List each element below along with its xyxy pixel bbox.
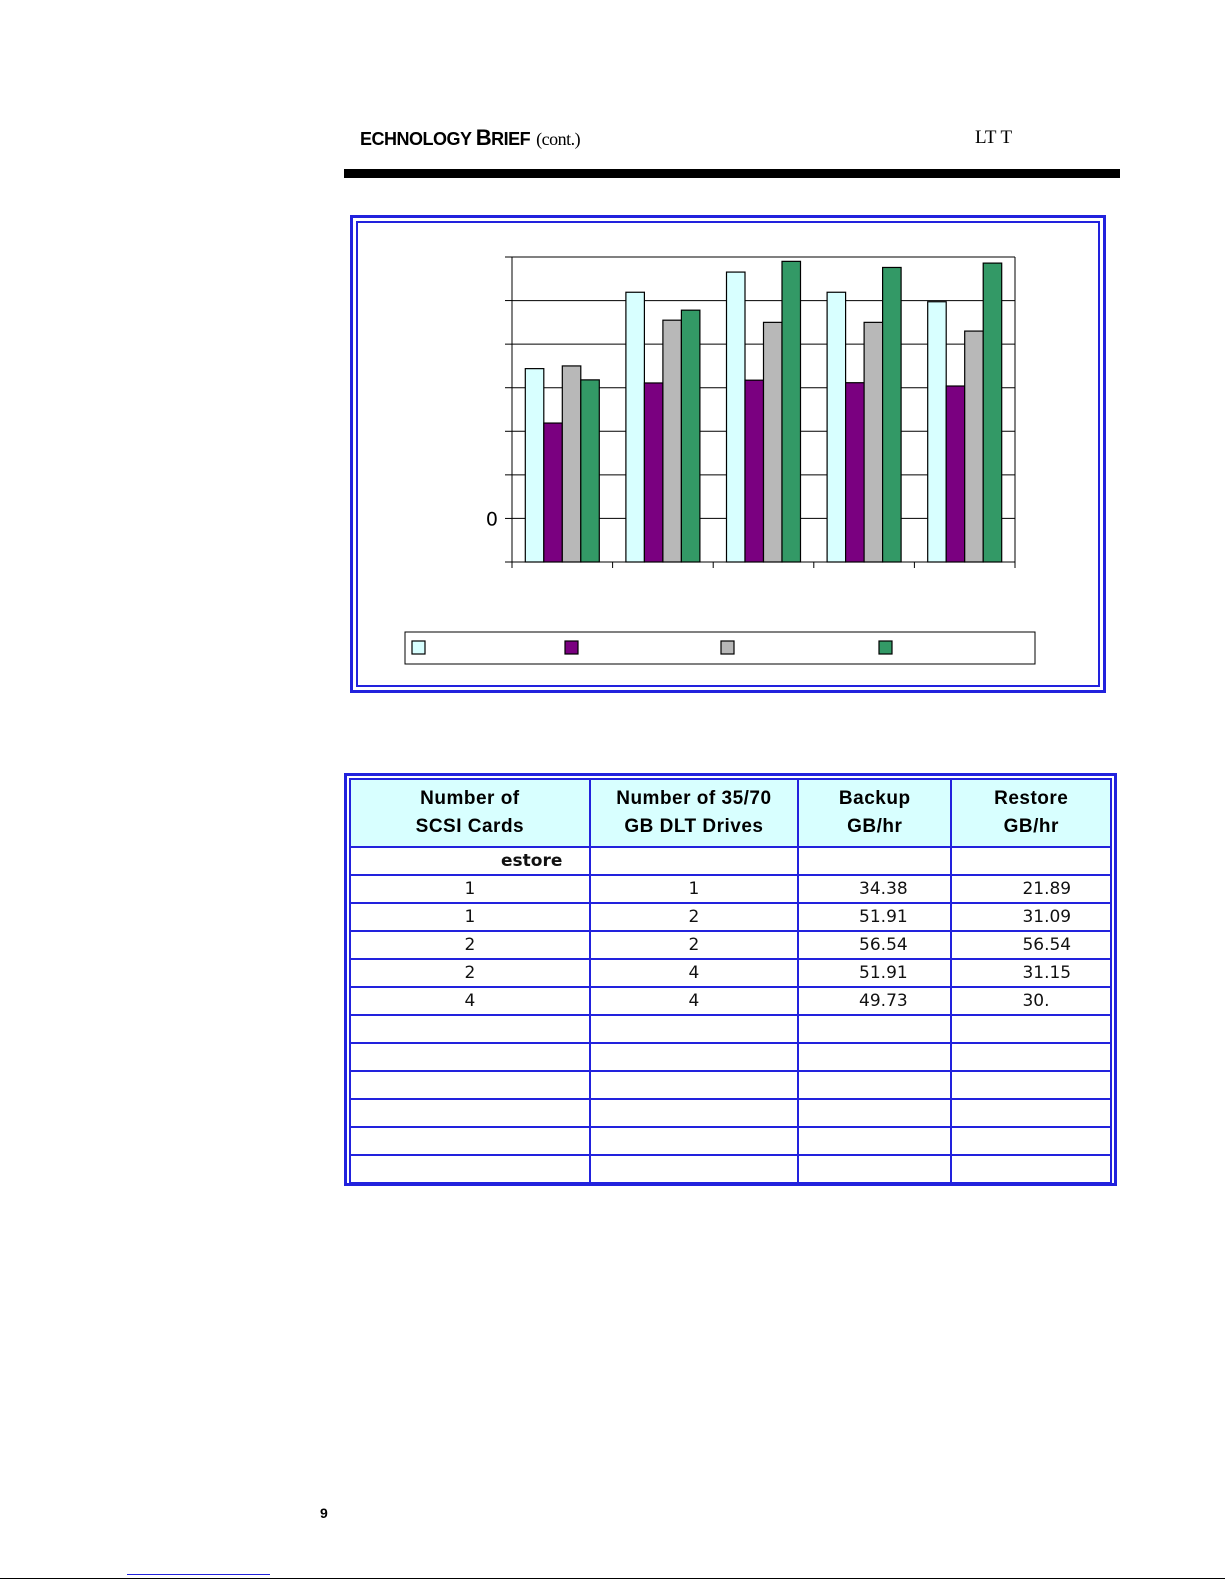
table-cell bbox=[350, 1127, 590, 1155]
table-cell: 31.09 bbox=[951, 903, 1111, 931]
table-row bbox=[350, 1155, 1111, 1183]
bar bbox=[663, 320, 682, 562]
bar bbox=[681, 310, 700, 562]
table-cell bbox=[350, 1099, 590, 1127]
table-cell bbox=[590, 1099, 798, 1127]
table-row bbox=[350, 1127, 1111, 1155]
table-row bbox=[350, 875, 1111, 903]
bar bbox=[544, 423, 563, 562]
legend-swatch bbox=[565, 641, 578, 654]
table-cell bbox=[590, 1071, 798, 1099]
table-cell: 56.54 bbox=[798, 931, 951, 959]
title-text-2: RIEF bbox=[491, 129, 531, 149]
table-cell bbox=[350, 1015, 590, 1043]
bar bbox=[864, 322, 883, 562]
bar-chart bbox=[0, 0, 1225, 720]
bar bbox=[946, 386, 965, 562]
table-cell bbox=[798, 1043, 951, 1071]
bar bbox=[846, 383, 865, 562]
table-cell: 31.15 bbox=[951, 959, 1111, 987]
table-cell bbox=[350, 1043, 590, 1071]
table-row bbox=[350, 1015, 1111, 1043]
header-restore: Restore GB/hr bbox=[951, 779, 1111, 847]
table-cell bbox=[590, 1043, 798, 1071]
table-cell bbox=[951, 1015, 1111, 1043]
table-row bbox=[350, 987, 1111, 1015]
header-dlt-drives: Number of 35/70 GB DLT Drives bbox=[590, 779, 798, 847]
bar bbox=[883, 267, 902, 562]
table-cell: 2 bbox=[590, 931, 798, 959]
subheader-cell: estore bbox=[350, 847, 590, 875]
bar bbox=[928, 302, 947, 562]
page-number: 9 bbox=[320, 1505, 328, 1521]
table-cell: 2 bbox=[590, 903, 798, 931]
bar bbox=[562, 366, 581, 562]
table-cell bbox=[798, 1015, 951, 1043]
table-cell bbox=[798, 1155, 951, 1183]
table-cell bbox=[350, 1071, 590, 1099]
footer-rule bbox=[0, 1578, 1225, 1579]
table-row bbox=[350, 1043, 1111, 1071]
bar bbox=[827, 292, 846, 562]
title-text: ECHNOLOGY bbox=[360, 129, 476, 149]
table-cell: 2 bbox=[350, 959, 590, 987]
table-subheader-row bbox=[350, 847, 1111, 875]
legend-swatch bbox=[721, 641, 734, 654]
table-row bbox=[350, 903, 1111, 931]
table-cell: 30. bbox=[951, 987, 1111, 1015]
bar bbox=[626, 292, 645, 562]
legend-swatch bbox=[412, 641, 425, 654]
table-cell: 1 bbox=[590, 875, 798, 903]
table-cell bbox=[951, 1071, 1111, 1099]
legend-swatch bbox=[879, 641, 892, 654]
table-row bbox=[350, 959, 1111, 987]
title-cont: (cont.) bbox=[536, 129, 581, 149]
table-cell bbox=[951, 1043, 1111, 1071]
footer-link-line bbox=[127, 1574, 270, 1575]
table-cell bbox=[590, 1015, 798, 1043]
table-cell: 1 bbox=[350, 875, 590, 903]
table-cell: 1 bbox=[350, 903, 590, 931]
table-cell: 2 bbox=[350, 931, 590, 959]
y-tick-label: 0 bbox=[485, 508, 498, 531]
table-row bbox=[350, 1099, 1111, 1127]
table-header-row bbox=[350, 779, 1111, 847]
bar bbox=[745, 380, 764, 562]
table-cell: 56.54 bbox=[951, 931, 1111, 959]
header-backup: Backup GB/hr bbox=[798, 779, 951, 847]
table-row bbox=[350, 1071, 1111, 1099]
bar bbox=[525, 369, 544, 562]
table-cell bbox=[951, 1099, 1111, 1127]
bar bbox=[965, 331, 984, 562]
table-cell: 4 bbox=[350, 987, 590, 1015]
bar bbox=[782, 261, 801, 562]
bar bbox=[581, 380, 600, 562]
table-cell: 34.38 bbox=[798, 875, 951, 903]
table-cell bbox=[951, 1127, 1111, 1155]
bar bbox=[727, 272, 746, 562]
header-right: LT T bbox=[975, 127, 1013, 148]
table-cell: 4 bbox=[590, 959, 798, 987]
table-cell: 21.89 bbox=[951, 875, 1111, 903]
table-cell bbox=[590, 1127, 798, 1155]
table-cell bbox=[798, 1071, 951, 1099]
bar bbox=[644, 383, 663, 562]
table-cell bbox=[951, 1155, 1111, 1183]
table-row bbox=[350, 931, 1111, 959]
legend-box bbox=[405, 632, 1035, 664]
bar bbox=[983, 263, 1002, 562]
table-cell: 49.73 bbox=[798, 987, 951, 1015]
table-cell bbox=[798, 1127, 951, 1155]
table-cell bbox=[590, 1155, 798, 1183]
table-cell: 51.91 bbox=[798, 903, 951, 931]
table-cell bbox=[798, 1099, 951, 1127]
table-cell: 51.91 bbox=[798, 959, 951, 987]
title-cap: B bbox=[475, 125, 492, 150]
throughput-table bbox=[349, 778, 1112, 1184]
table-cell bbox=[350, 1155, 590, 1183]
header-scsi-cards: Number of SCSI Cards bbox=[350, 779, 590, 847]
bar bbox=[764, 322, 783, 562]
table-cell: 4 bbox=[590, 987, 798, 1015]
